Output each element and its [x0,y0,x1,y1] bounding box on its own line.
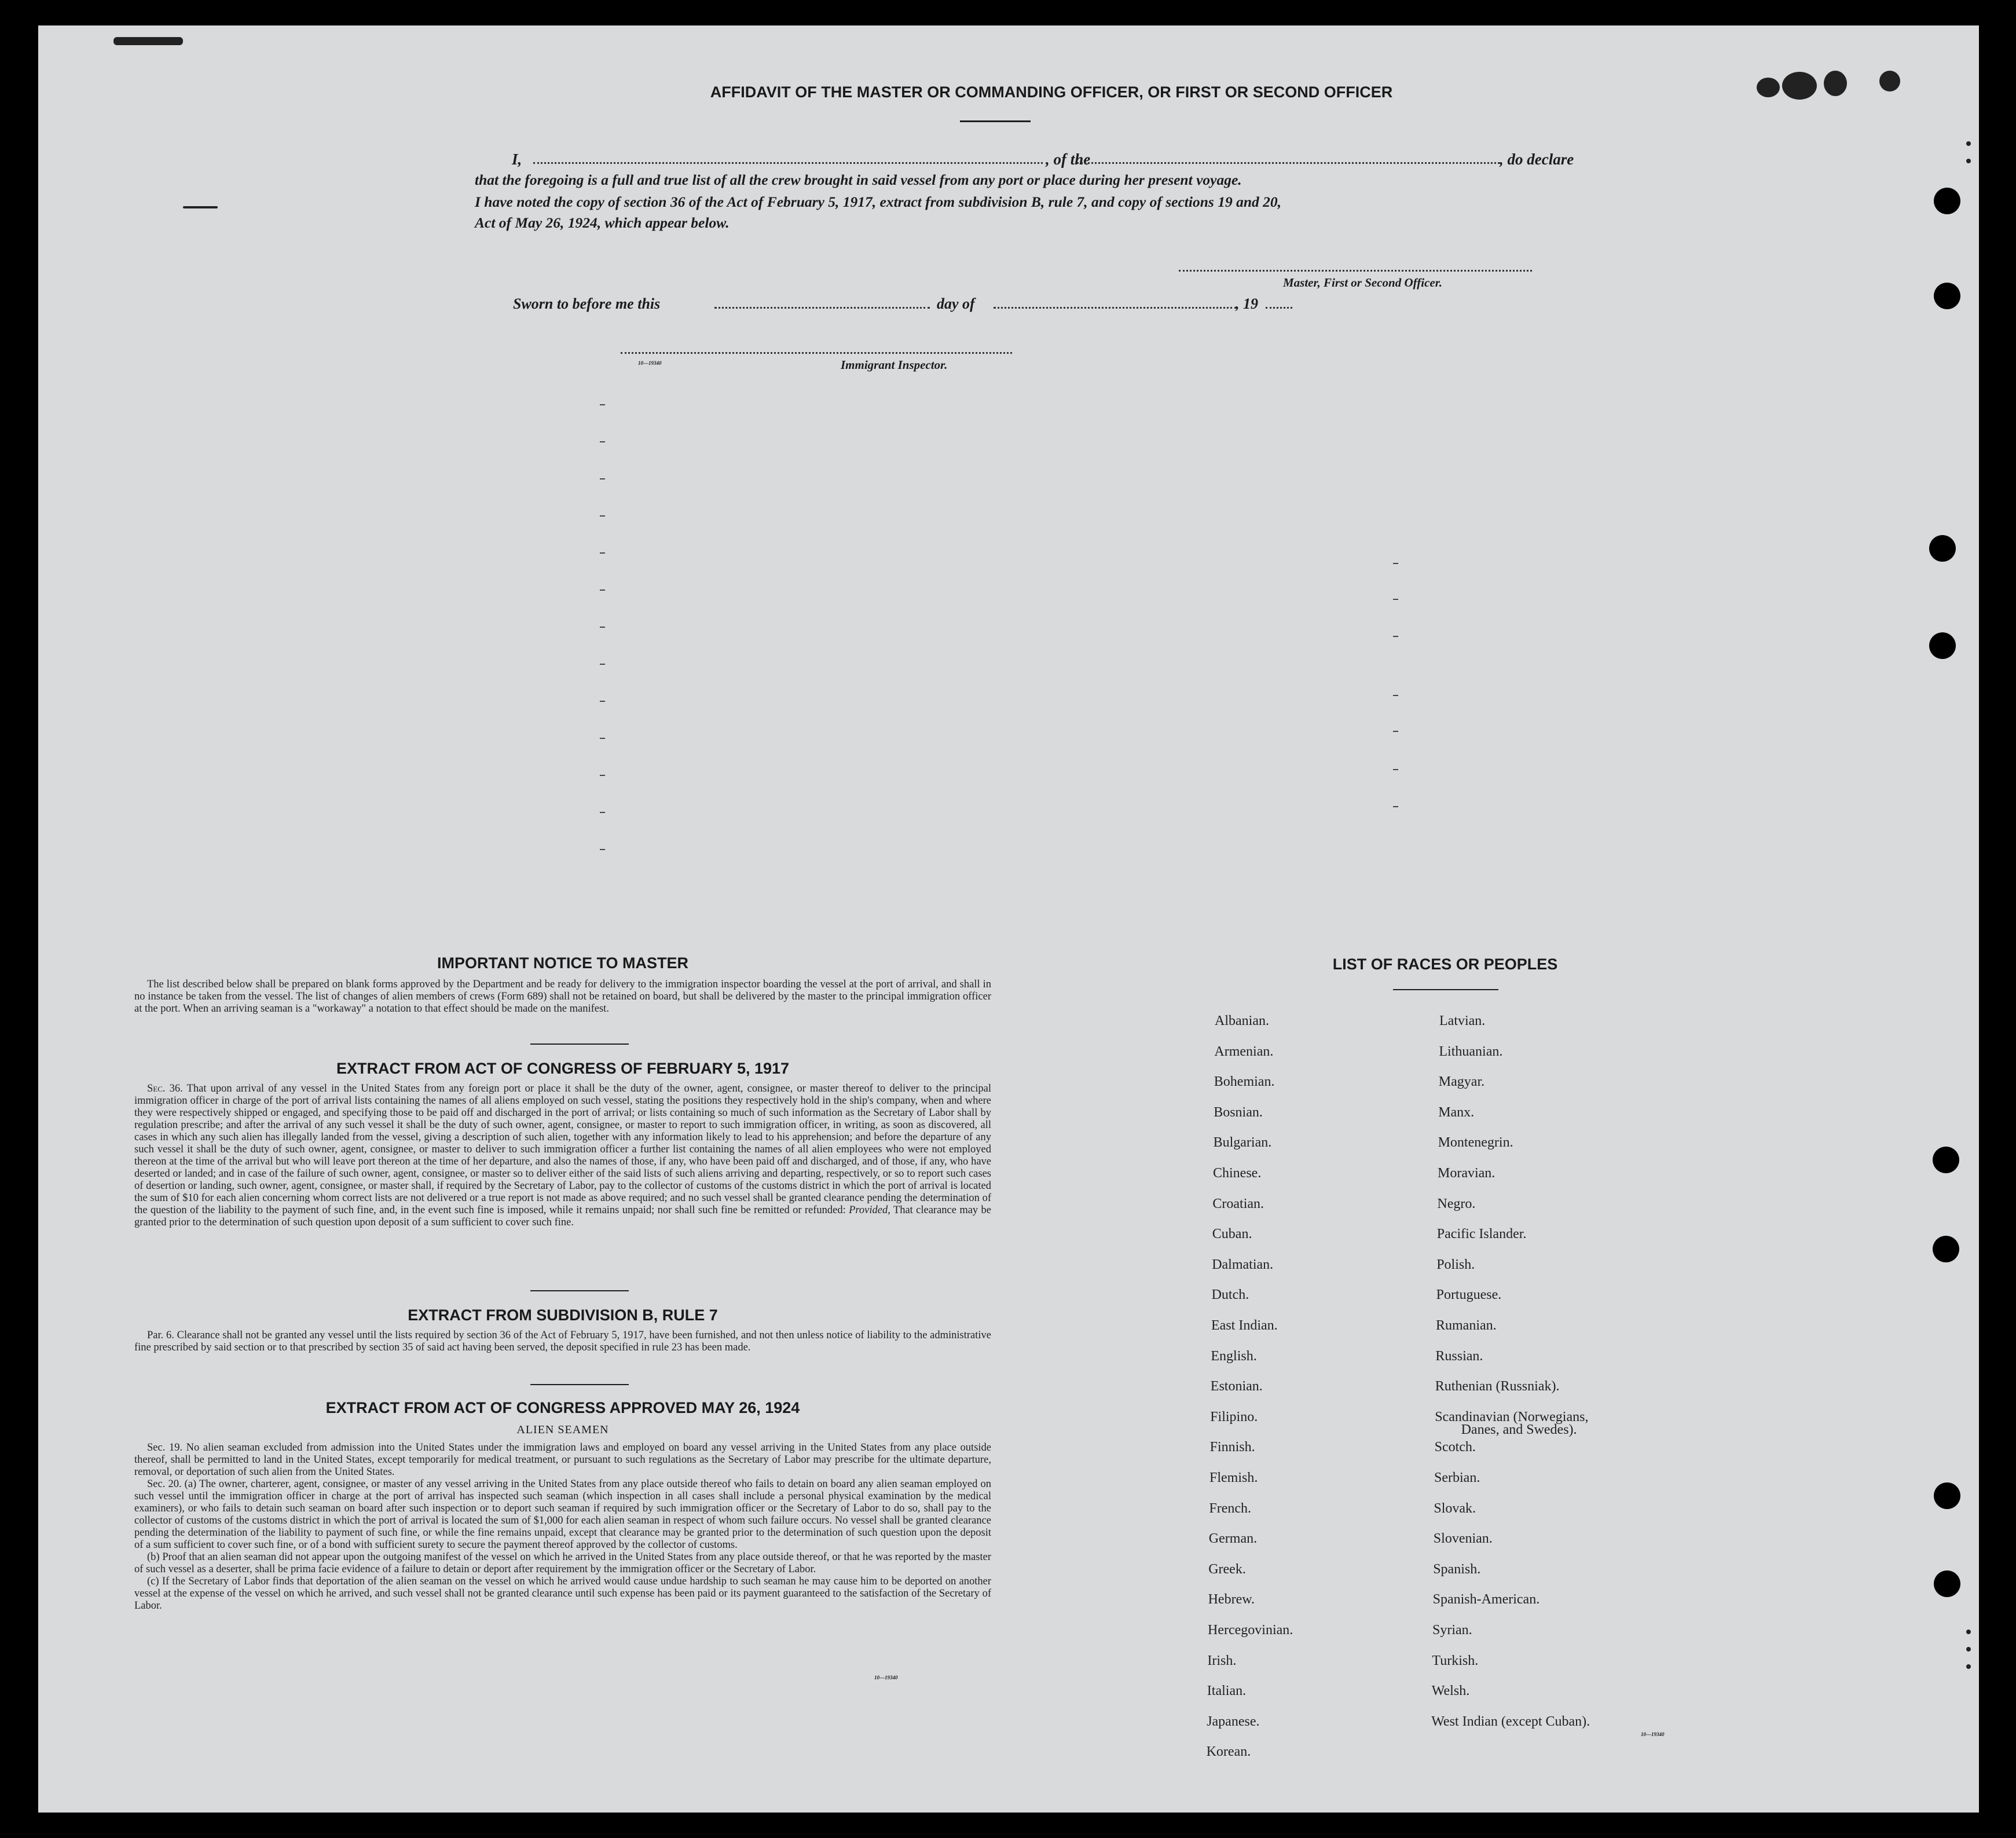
race-item: East Indian. [1211,1318,1278,1333]
ink-blot [1782,72,1817,100]
affidavit-line2: that the foregoing is a full and true list of all the crew brought in said vessel from any port or place during her present voyage. [475,171,1242,188]
punch-hole [1934,188,1960,214]
race-item: Croatian. [1212,1196,1264,1211]
race-item: Chinese. [1213,1166,1262,1181]
race-item: Montenegrin. [1438,1135,1513,1151]
sec36-text-end: That clearance may be granted prior to the determination of such question upon deposit of a sum sufficient to cover such fine. [134,1204,992,1228]
extract-rule7-title: EXTRACT FROM SUBDIVISION B, RULE 7 [408,1306,718,1324]
race-item: Serbian. [1434,1470,1480,1485]
margin-tick [1393,695,1398,696]
race-item: Welsh. [1431,1683,1470,1699]
ink-blot [1966,1630,1971,1634]
race-item: Slovenian. [1433,1531,1493,1547]
sec20a-paragraph: Sec. 20. (a) The owner, charterer, agent, consignee, or master of any vessel arriving in the United States from any place outside thereof who fails to detain on board any alien seaman employed on such vessel until the immigration officer in charge at the port of arrival has inspected such seaman (which inspection in all cases shall include a personal physical examination by the medical examiners), or who fails to detain such seaman on board after such inspection or to deport such seaman if required by such immigration officer or the Secretary of Labor to do so, shall pay to the collector of customs of the customs district in which the port of arrival is located the sum of $1,000 for each alien seaman in respect of whom such failure occurs. No vessel shall be granted clearance pending the determination of the liability to payment of such fine, or while the fine remains unpaid, except that clearance may be granted prior to the determination of such question upon the deposit of a sum sufficient to cover such fine, or of a bond with sufficient surety to secure the payment thereof approved by the collector of customs. [134,1478,991,1551]
margin-tick [600,441,605,442]
section-divider [530,1290,629,1291]
race-item: West Indian (except Cuban). [1431,1713,1590,1729]
vessel-name-field[interactable] [1077,162,1500,164]
sworn-year-field[interactable] [1266,307,1292,309]
race-item: Russian. [1435,1348,1483,1364]
race-item: Dutch. [1211,1287,1249,1303]
punch-hole [1933,1236,1959,1262]
ink-blot [183,206,218,208]
margin-tick [1393,563,1398,564]
ink-blot [1966,159,1971,163]
race-item: English. [1211,1348,1257,1364]
sec19-paragraph: Sec. 19. No alien seaman excluded from admission into the United States under the immigration laws and employed on board any vessel arriving in the United States from any place outside thereof, shall be permitted to land in the United States, except temporarily for medical treatment, or pursuant to such regulations as the Secretary of Labor may prescribe for the ultimate departure, removal, or deportation of such alien from the United States. [134,1442,991,1478]
race-item: Scotch. [1434,1440,1476,1455]
affidavit-line4: Act of May 26, 1924, which appear below. [475,214,730,231]
sworn-month-field[interactable] [994,307,1237,309]
margin-tick [600,849,605,850]
declarant-name-field[interactable] [533,162,1043,164]
race-item: Japanese. [1207,1713,1260,1729]
punch-hole [1934,283,1960,309]
extract-1917-title: EXTRACT FROM ACT OF CONGRESS OF FEBRUARY 5, 1917 [336,1060,790,1077]
margin-tick [1393,731,1398,732]
race-item: Negro. [1437,1196,1476,1211]
race-item: Cuban. [1212,1226,1252,1242]
affidavit-line3: I have noted the copy of section 36 of the Act of February 5, 1917, extract from subdivision B, rule 7, and copy of sections 19 and 20, [475,193,1282,210]
race-item: Dalmatian. [1212,1257,1274,1272]
extract-rule7-text [134,1330,991,1354]
race-item: Greek. [1208,1561,1246,1577]
race-item: Magyar. [1438,1074,1485,1090]
margin-tick [600,627,605,628]
margin-tick [600,478,605,479]
race-item: Ruthenian (Russniak). [1435,1379,1560,1394]
ink-blot [1966,1664,1971,1669]
ink-blot [1879,71,1900,91]
inspector-caption: Immigrant Inspector. [841,358,948,372]
year-label: , 19 [1236,295,1258,312]
master-caption: Master, First or Second Officer. [1283,276,1442,290]
race-item: Slovak. [1434,1500,1476,1516]
sec36-proviso: Provided, [849,1204,890,1216]
affidavit-declare: , do declare [1500,151,1574,168]
affidavit-i: I, [512,151,522,168]
race-item: Latvian. [1439,1013,1486,1028]
extract-1924-text [134,1442,991,1612]
master-signature-field[interactable] [1179,270,1532,272]
race-item: Irish. [1207,1653,1237,1668]
notice-title: IMPORTANT NOTICE TO MASTER [437,954,688,972]
race-item: Korean. [1206,1744,1251,1760]
affidavit-title: AFFIDAVIT OF THE MASTER OR COMMANDING OFFICER, OR FIRST OR SECOND OFFICER [710,83,1393,101]
ink-blot [1757,78,1780,97]
race-item: German. [1208,1531,1258,1547]
races-title: LIST OF RACES OR PEOPLES [1332,955,1558,973]
notice-text [134,979,991,1015]
punch-hole [1929,535,1956,562]
title-underline [960,120,1031,122]
affidavit-form-number: 10—19340 [638,360,662,366]
sec36-label: Sec. 36. [147,1083,183,1094]
margin-tick [600,552,605,554]
section-divider [530,1384,629,1385]
race-item: Scandinavian (Norwegians, [1435,1409,1589,1425]
rule7-paragraph: Par. 6. Clearance shall not be granted any vessel until the lists required by section 36 of the Act of February 5, 1917, have been furnished, and not then unless notice of liability to the administrative fine prescribed by said section or to that prescribed by section 35 of said act having been served, the deposit specified in rule 23 has been made. [134,1330,991,1353]
inspector-signature-field[interactable] [621,352,1012,354]
margin-tick [600,515,605,517]
ink-blot [1966,141,1971,146]
race-item: Flemish. [1209,1470,1258,1485]
race-item: Rumanian. [1436,1318,1497,1333]
margin-tick [600,590,605,591]
extract-1917-text [134,1083,991,1229]
margin-tick [600,701,605,702]
race-item: Bosnian. [1214,1104,1263,1120]
ink-blot [1966,1647,1971,1652]
ink-blot [1824,71,1847,96]
extract-form-number: 10—19340 [874,1675,898,1680]
race-item-continued: Danes, and Swedes). [1461,1422,1577,1437]
margin-tick [1393,769,1398,770]
affidavit-of-the: , of the [1046,151,1091,168]
margin-tick [600,664,605,665]
sec20c-paragraph: (c) If the Secretary of Labor finds that deportation of the alien seaman on the vessel on which he arrived would cause undue hardship to such seaman he may cause him to be deported on another vessel at the expense of the vessel on which he arrived, and such vessel shall not be granted clearance until such expense has been paid or its payment guaranteed to the satisfaction of the Secretary of Labor. [134,1576,991,1612]
margin-tick [600,738,605,739]
race-item: Spanish-American. [1432,1592,1540,1608]
punch-hole [1929,632,1956,659]
race-item: Syrian. [1432,1623,1472,1638]
notice-paragraph: The list described below shall be prepared on blank forms approved by the Department and be ready for delivery to the immigration inspector boarding the vessel at the port of arrival, and shall in no instance be taken from the vessel. The list of changes of alien members of crews (Form 689) shall not be retained on board, but shall be delivered by the master to the principal immigration officer at the port. When an arriving seaman is a "workaway" a notation to that effect should be made on the manifest. [134,979,991,1015]
race-item: Moravian. [1438,1166,1495,1181]
race-item: Portuguese. [1436,1287,1502,1303]
extract-1924-title: EXTRACT FROM ACT OF CONGRESS APPROVED MAY 26, 1924 [325,1399,800,1416]
race-item: Italian. [1207,1683,1247,1699]
document-page [38,25,1979,1813]
race-item: Turkish. [1432,1653,1479,1668]
race-item: Spanish. [1433,1561,1481,1577]
sworn-day-field[interactable] [714,307,930,309]
sec20b-paragraph: (b) Proof that an alien seaman did not appear upon the outgoing manifest of the vessel on which he arrived in the United States from any place outside thereof, or that he was reported by the master of such vessel as a deserter, shall be prima facie evidence of a failure to detain or deport after requirement by the immigration officer or the Secretary of Labor. [134,1551,991,1575]
punch-hole [1934,1482,1960,1509]
punch-hole [1934,1570,1960,1597]
section-divider [530,1044,629,1045]
sworn-label: Sworn to before me this [513,295,661,312]
race-item: Bohemian. [1214,1074,1275,1090]
margin-tick [600,775,605,776]
race-item: Hebrew. [1208,1592,1255,1608]
margin-tick [600,404,605,405]
race-item: Filipino. [1210,1409,1258,1425]
day-of-label: day of [937,295,975,312]
race-item: Manx. [1438,1104,1475,1120]
sec36-text: That upon arrival of any vessel in the United States from any foreign port or place it shall be the duty of the owner, agent, consignee, or master thereof to deliver to the principal immigration officer in charge of the port of arrival lists containing the names of all aliens employed on such vessel, stating the positions they respectively hold in the ship's company, when and where they were respectively shipped or engaged, and specifying those to be paid off and discharged in the port of arrival; or lists containing so much of such information as the Secretary of Labor shall by regulation prescribe; and after the arrival of any such vessel it shall be the duty of such owner, agent, consignee, or master to report to such immigration officer, in writing, as soon as discovered, all cases in which any such alien has illegally landed from the vessel, giving a description of such alien, together with any information likely to lead to his apprehension; and before the departure of any such vessel it shall be the duty of such owner, agent, consignee, or master to deliver to such immigration officer a further list containing the names of all alien employees who were not employed thereon at the time of the arrival but who will leave port thereon at the time of her departure, and also the names of those, if any, who have been paid off and discharged, and of those, if any, who have deserted or landed; and in case of the failure of such owner, agent, consignee, or master so to deliver either of the said lists of such aliens arriving and departing, respectively, or so to report such cases of desertion or landing, such owner, agent, consignee, or master shall, if required by the Secretary of Labor, pay to the collector of customs of the customs district in which the port of arrival is located the sum of $10 for each alien concerning whom correct lists are not delivered or a true report is not made as above required; and no such vessel shall be granted clearance pending the determination of the question of the liability to the payment of such fine, and, in the event such fine is imposed, while it remains unpaid; nor shall such fine be remitted or refunded: [134,1083,991,1216]
margin-tick [1393,599,1398,600]
margin-tick [1393,806,1398,807]
race-item: Hercegovinian. [1208,1623,1293,1638]
race-item: Armenian. [1214,1044,1274,1059]
race-item: Albanian. [1215,1013,1269,1028]
margin-tick [1393,636,1398,637]
ink-blot [113,37,183,45]
race-item: Bulgarian. [1213,1135,1272,1151]
race-item: Finnish. [1209,1440,1255,1455]
race-item: Polish. [1436,1257,1475,1272]
race-item: Lithuanian. [1439,1044,1503,1059]
races-form-number: 10—19340 [1641,1731,1665,1737]
margin-tick [600,812,605,813]
alien-seamen-subtitle: ALIEN SEAMEN [516,1423,609,1436]
race-item: Pacific Islander. [1436,1226,1527,1242]
races-divider [1393,989,1498,990]
race-item: French. [1209,1500,1252,1516]
punch-hole [1933,1147,1959,1173]
race-item: Estonian. [1210,1379,1263,1394]
